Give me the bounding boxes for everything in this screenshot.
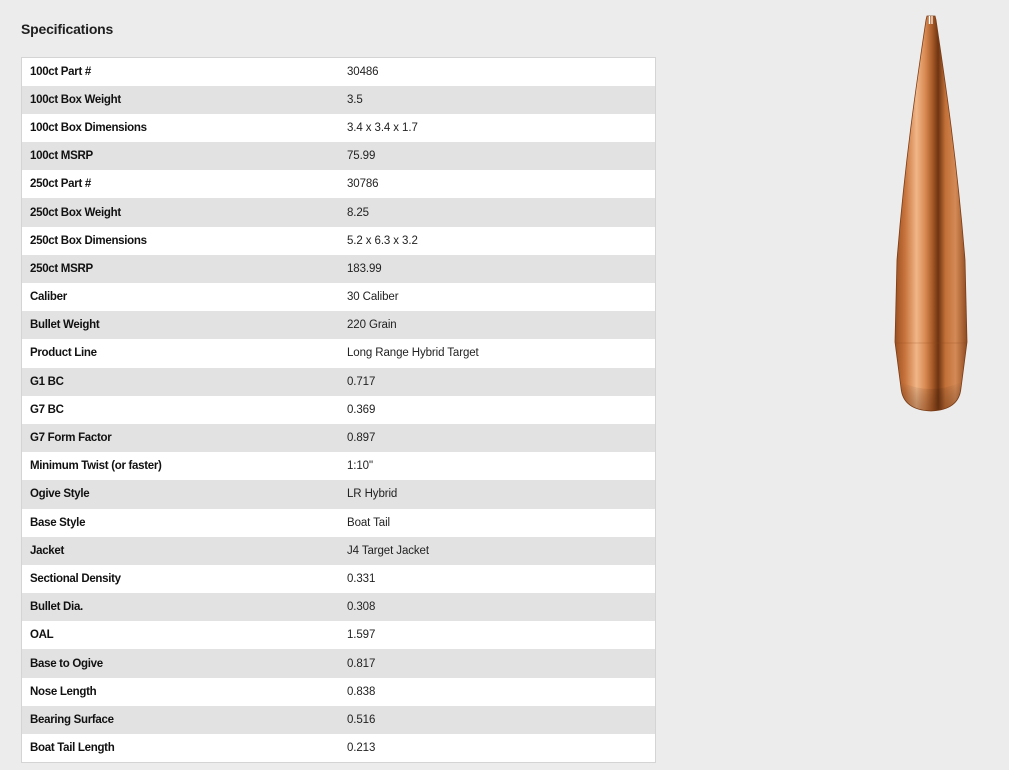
spec-value: 0.897 [347,432,376,445]
spec-label: Boat Tail Length [30,741,115,754]
spec-label: 250ct Box Weight [30,206,121,219]
spec-label: Ogive Style [30,488,90,501]
spec-value: 30486 [347,65,379,78]
spec-label: 100ct Box Dimensions [30,121,147,134]
spec-row [22,198,656,226]
spec-value: Boat Tail [347,516,390,529]
spec-label: 250ct MSRP [30,262,93,275]
spec-value: 183.99 [347,262,382,275]
spec-value: 1:10" [347,460,373,473]
spec-row [22,114,656,142]
spec-label: 250ct Part # [30,178,91,191]
spec-value: 0.516 [347,713,376,726]
spec-label: 100ct Part # [30,65,91,78]
spec-value: Long Range Hybrid Target [347,347,479,360]
spec-row [22,734,656,762]
spec-row [22,565,656,593]
spec-label: Base to Ogive [30,657,103,670]
spec-row [22,480,656,508]
spec-value: 1.597 [347,629,376,642]
spec-row [22,86,656,114]
spec-label: G7 Form Factor [30,432,112,445]
specifications-table [21,57,656,763]
specifications-heading: Specifications [21,21,114,37]
bullet-image [889,10,973,414]
spec-label: Base Style [30,516,86,529]
spec-row [22,396,656,424]
spec-label: Product Line [30,347,97,360]
spec-value: 0.817 [347,657,376,670]
spec-value: 75.99 [347,150,376,163]
spec-value: 0.717 [347,375,376,388]
spec-value: J4 Target Jacket [347,544,429,557]
spec-row [22,142,656,170]
spec-row [22,339,656,367]
spec-label: Caliber [30,291,67,304]
spec-row [22,283,656,311]
spec-value: 0.331 [347,572,376,585]
spec-value: 0.308 [347,601,376,614]
spec-row [22,368,656,396]
spec-row [22,58,656,86]
bullet-body [895,16,967,411]
spec-value: 0.369 [347,403,376,416]
spec-label: Bearing Surface [30,713,114,726]
spec-row [22,649,656,677]
spec-row [22,170,656,198]
spec-label: Bullet Weight [30,319,100,332]
spec-row [22,227,656,255]
spec-label: Jacket [30,544,65,557]
spec-label: Sectional Density [30,572,121,585]
spec-label: 250ct Box Dimensions [30,234,147,247]
spec-value: 30 Caliber [347,291,399,304]
spec-value: 8.25 [347,206,369,219]
spec-value: 0.838 [347,685,376,698]
spec-label: OAL [30,629,54,642]
spec-row [22,593,656,621]
spec-label: 100ct MSRP [30,150,93,163]
spec-row [22,255,656,283]
spec-label: 100ct Box Weight [30,93,121,106]
spec-row [22,678,656,706]
spec-row [22,706,656,734]
spec-label: Minimum Twist (or faster) [30,460,162,473]
spec-value: 0.213 [347,741,376,754]
spec-value: 220 Grain [347,319,397,332]
spec-value: 5.2 x 6.3 x 3.2 [347,234,418,247]
spec-label: G1 BC [30,375,64,388]
spec-value: 30786 [347,178,379,191]
spec-value: 3.4 x 3.4 x 1.7 [347,121,418,134]
spec-row [22,621,656,649]
spec-label: Bullet Dia. [30,601,83,614]
spec-row [22,424,656,452]
spec-value: LR Hybrid [347,488,398,501]
spec-label: Nose Length [30,685,97,698]
spec-row [22,311,656,339]
spec-label: G7 BC [30,403,64,416]
specifications-table-body [22,58,656,763]
spec-row [22,452,656,480]
spec-row [22,537,656,565]
spec-value: 3.5 [347,93,363,106]
spec-row [22,509,656,537]
